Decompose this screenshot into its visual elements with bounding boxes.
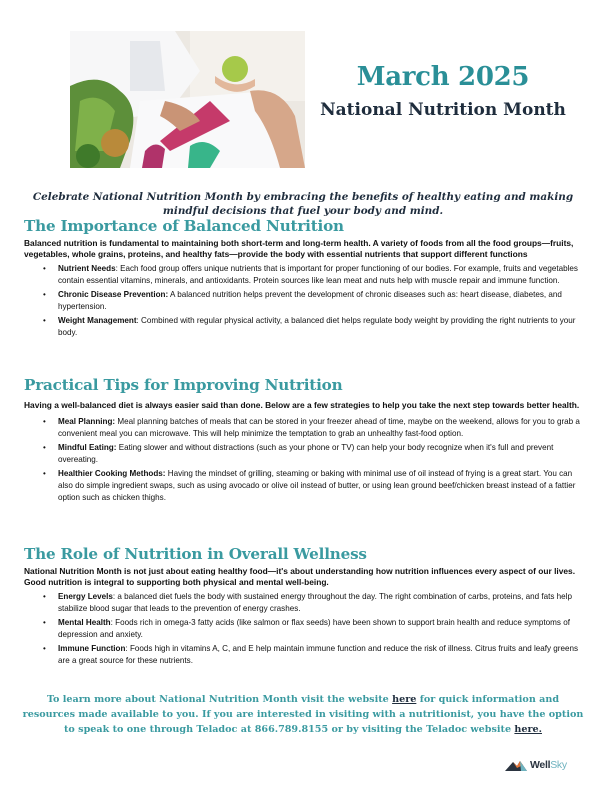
footer-text: for quick information and resources made available to you. If you are interested in visiting with a nutritionist, you have the option to speak to one through Teladoc at 866.789.8155 or by visiting the Teladoc website [22,694,584,735]
item-term: Immune Function [58,643,126,653]
list-item [43,442,584,467]
section-balanced-nutrition [24,217,584,340]
teladoc-link[interactable]: here. [514,724,542,735]
logo-text-well: Well [530,759,551,771]
bullet-icon: • [43,468,46,478]
item-separator: : [112,592,118,601]
list-item [43,289,584,314]
item-text: Eating slower and without distractions (such as your phone or TV) can help your body recognize when it's full and prevent overeating. [58,442,554,465]
nutrition-month-link[interactable]: here [392,694,417,705]
list-item [43,591,584,616]
section-overall-wellness [24,545,584,668]
item-term: Weight Management [58,315,137,325]
section-heading: The Importance of Balanced Nutrition [24,217,344,235]
item-separator: : [125,643,130,653]
item-term: Mindful Eating: [58,442,117,452]
bullet-icon: • [43,617,46,627]
bullet-icon: • [43,442,46,452]
section-lead: Balanced nutrition is fundamental to maintaining both short-term and long-term health. A variety of foods from all the food groups—fruits, vegetables, whole grains, proteins, and healthy fats—provide the body with essential nutrients that support different functions [24,238,574,259]
bullet-icon: • [43,289,46,299]
mountain-icon [505,759,527,771]
bullet-icon: • [43,592,46,601]
item-text: Meal planning batches of meals that can be stored in your freezer ahead of time, maybe on the weekend, allows for you to grab a convenient meal you can microwave. This will help minimize the temptation to grab an unhealthy fast-food option. [58,417,580,439]
item-term: Energy Levels [58,592,113,601]
list-item [43,468,584,505]
item-text: Combined with regular physical activity, a balanced diet helps regulate body weight by providing the right nutrients to your body. [58,315,576,338]
item-term: Chronic Disease Prevention: [58,289,169,299]
logo-text-sky: Sky [550,759,567,771]
bullet-icon: • [43,643,46,653]
wellsky-logo [505,755,567,775]
footer-text: To learn more about National Nutrition Month visit the website [46,694,393,705]
intro-text: Celebrate National Nutrition Month by embracing the benefits of healthy eating and making mindful decisions that fuel your body and mind. [32,191,574,217]
section-lead: National Nutrition Month is not just about eating healthy food—it's about understanding how nutrition influences every aspect of our lives. Good nutrition is integral to supporting both physical and mental well-being. [24,566,576,587]
footer-callout [20,692,586,737]
logo-text [530,759,567,771]
hero-image [70,31,305,168]
section-practical-tips [24,376,584,506]
item-text: Having the mindset of grilling, steaming or baking with minimal use of oil instead of frying is a great start. You can also do simple ingredient swaps, such as using avocado or olive oil instead of butter, or using lean ground beef/chicken breast instead of a fattier option such as chicken thighs. [58,468,576,503]
bullet-list [24,416,584,505]
item-separator: : [110,617,116,627]
list-item [43,643,584,668]
bullet-icon: • [43,264,46,273]
page-subtitle: National Nutrition Month [320,100,566,120]
page-title: March 2025 [356,62,530,92]
section-heading: Practical Tips for Improving Nutrition [24,376,343,394]
item-text: Each food group offers unique nutrients that is important for proper functioning of our bodies. For example, fruits and vegetables contain essential vitamins, minerals, and antioxidants. Protein sources like lean meat and nuts help with muscle repair and immune function. [58,264,578,286]
section-heading: The Role of Nutrition in Overall Wellness [24,545,367,563]
bullet-icon: • [43,417,46,426]
list-item [43,315,584,340]
item-text: A balanced nutrition helps prevent the development of chronic diseases such as: heart disease, diabetes, and hypertension. [58,289,562,312]
item-term: Meal Planning: [58,417,116,426]
nutritionist-photo [70,31,305,168]
bullet-list [24,263,584,339]
list-item [43,617,584,642]
item-term: Nutrient Needs [58,264,116,273]
item-separator: : [115,264,121,273]
item-text: Foods rich in omega-3 fatty acids (like salmon or flax seeds) have been shown to support brain health and reduce symptoms of depression and anxiety. [58,617,570,640]
list-item [43,416,584,441]
section-lead: Having a well-balanced diet is always easier said than done. Below are a few strategies to help you take the next step towards better health. [24,400,580,410]
item-text: a balanced diet fuels the body with sustained energy throughout the day. The right combination of carbs, proteins, and fats help stabilize blood sugar that leads to the prevention of energy crashes. [58,592,572,614]
item-term: Mental Health [58,617,111,627]
item-term: Healthier Cooking Methods: [58,468,166,478]
item-separator: : [136,315,142,325]
item-text: Foods high in vitamins A, C, and E help maintain immune function and reduce the risk of illness. Citrus fruits and leafy greens are a great source for these nutrients. [58,643,579,666]
bullet-icon: • [43,315,46,325]
bullet-list [24,591,584,667]
list-item [43,263,584,288]
